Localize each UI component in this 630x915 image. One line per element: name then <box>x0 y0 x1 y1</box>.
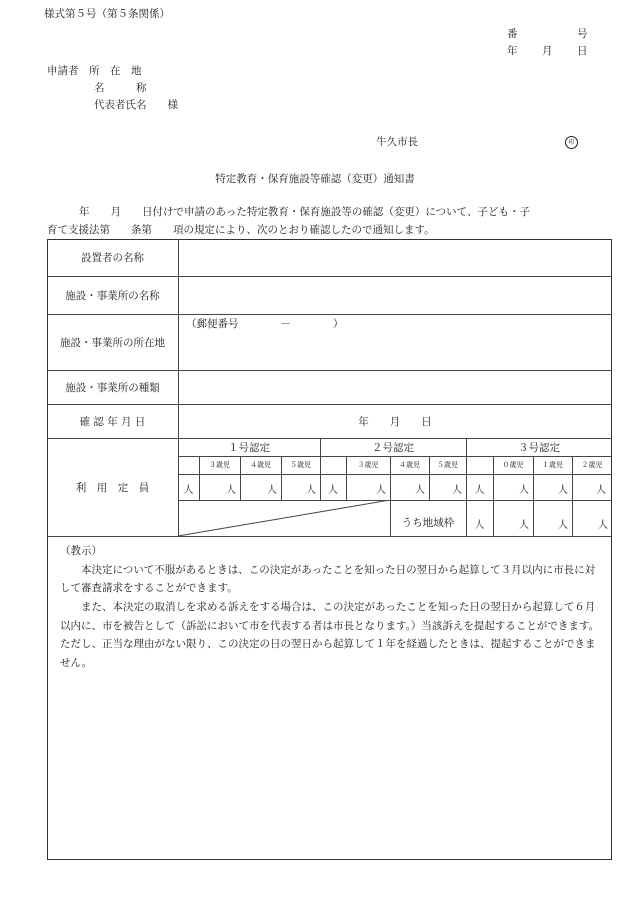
unit-label: 人 <box>306 484 316 496</box>
seal-icon: 印 <box>565 136 578 149</box>
group-header-3: ３号認定 <box>518 441 560 454</box>
issuer: 牛久市長 <box>376 136 418 148</box>
notes-paragraph-2: また、本決定の取消しを求める訴えをする場合は、この決定があったことを知った日の翌日から起算して６月以内に、市を被告として（訴訟において市を代表する者は市長となります。）当該訴えを提起することができます。ただし、正当な理由がない限り、この決定の日の翌日から起算して１年を経過したときは、提起することができません。 <box>60 601 600 670</box>
label-facility-address: 施設・事業所の所在地 <box>60 336 165 349</box>
form-number: 様式第５号（第５条関係） <box>44 8 170 20</box>
date-year: 年 <box>507 45 518 57</box>
age-label: ４歳児 <box>250 461 271 469</box>
group-header-2: ２号認定 <box>372 441 414 454</box>
unit-label: 人 <box>596 484 606 496</box>
notes-paragraph-1: 本決定について不服があるときは、この決定があったことを知った日の翌日から起算して３月以内に市長に対して審査請求をすることができます。 <box>60 563 596 595</box>
capacity-subdivider <box>178 474 612 475</box>
unit-label: 人 <box>598 519 608 531</box>
unit-label: 人 <box>415 484 425 496</box>
age-label: ５歳児 <box>437 461 458 469</box>
age-label: ３歳児 <box>357 461 379 469</box>
age-label: ２歳児 <box>581 461 603 469</box>
unit-label: 人 <box>474 484 485 496</box>
confirm-date-value: 年 月 日 <box>358 415 432 428</box>
age-label: ４歳児 <box>399 461 420 469</box>
intro-line-2: 育て支援法第 条第 項の規定により、次のとおり確認したので通知します。 <box>47 224 435 236</box>
applicant-representative-label: 代表者氏名 様 <box>94 99 178 111</box>
group-header-1: １号認定 <box>228 441 270 454</box>
unit-label: 人 <box>183 484 194 496</box>
postal-code: （郵便番号 － ） <box>186 318 344 330</box>
date-day: 日 <box>577 45 588 57</box>
diagonal-line <box>178 500 390 536</box>
notes-section <box>60 542 605 673</box>
intro-line-1: 年 月 日付けで申請のあった特定教育・保育施設等の確認（変更）について、子ども・子 <box>79 206 530 218</box>
unit-label: 人 <box>452 484 462 496</box>
label-capacity: 利 用 定 員 <box>75 481 150 494</box>
unit-label: 人 <box>558 519 568 531</box>
regional-label: うち地域枠 <box>401 517 455 529</box>
unit-label: 人 <box>519 519 529 531</box>
unit-label: 人 <box>558 484 568 496</box>
row-divider <box>47 536 612 537</box>
label-confirm-date: 確 認 年 月 日 <box>79 415 146 428</box>
unit-label: 人 <box>519 484 529 496</box>
age-label: ０歳児 <box>502 461 524 469</box>
applicant-address-label: 申請者 所 在 地 <box>47 65 142 77</box>
age-label: ５歳児 <box>290 461 311 469</box>
unit-label: 人 <box>226 484 236 496</box>
document-title: 特定教育・保育施設等確認（変更）通知書 <box>215 173 415 185</box>
unit-label: 人 <box>376 484 386 496</box>
date-month: 月 <box>542 45 553 57</box>
number-label: 番 <box>507 28 518 40</box>
number-suffix: 号 <box>577 28 588 40</box>
age-label: １歳児 <box>542 461 563 469</box>
label-facility-name: 施設・事業所の名称 <box>65 289 160 302</box>
unit-label: 人 <box>267 484 277 496</box>
unit-label: 人 <box>328 484 338 496</box>
label-facility-type: 施設・事業所の種類 <box>65 381 160 394</box>
applicant-name-label: 名 称 <box>94 82 147 94</box>
age-label: ３歳児 <box>209 461 230 469</box>
unit-label: 人 <box>474 519 485 531</box>
label-establisher: 設置者の名称 <box>81 252 144 264</box>
notes-heading: （教示） <box>60 545 102 557</box>
